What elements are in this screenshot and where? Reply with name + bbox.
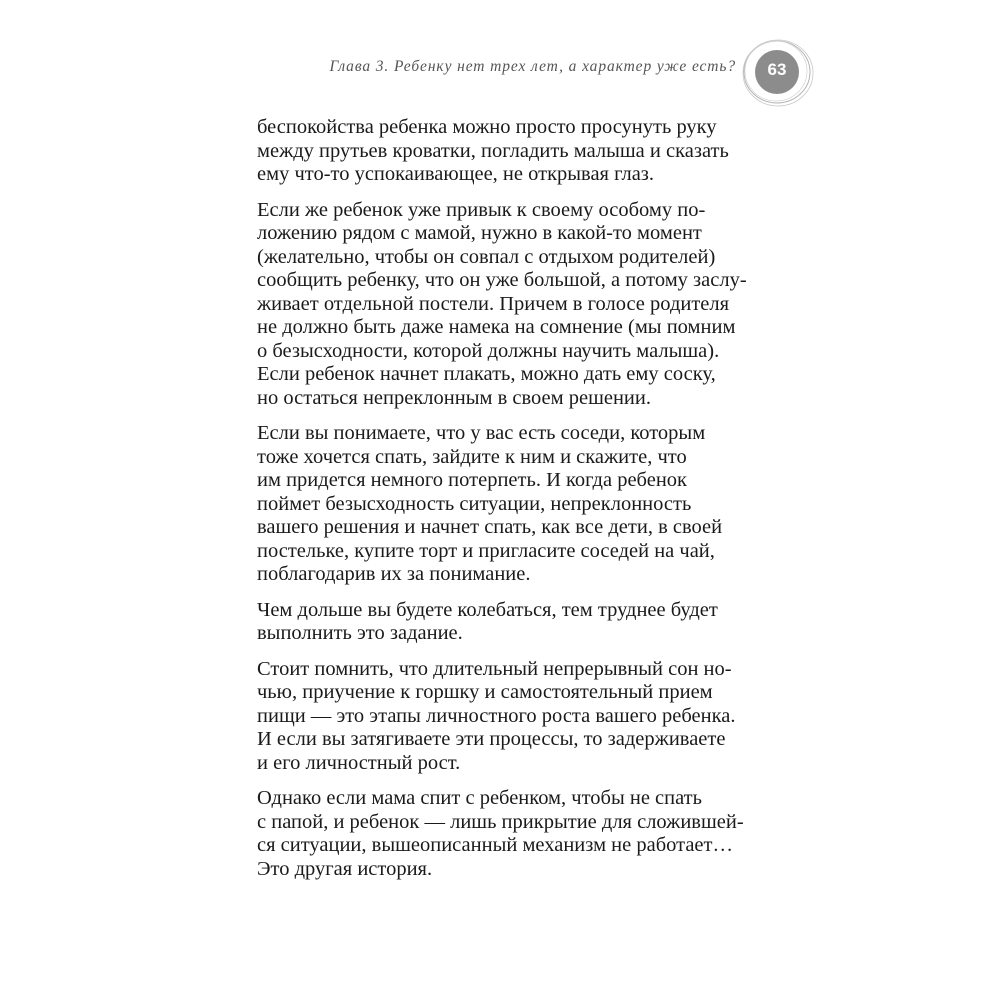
text-line: Если же ребенок уже привык к своему особому по- (257, 198, 706, 221)
paragraph (257, 599, 745, 646)
text-line: с папой, и ребенок — лишь прикрытие для сложившей- (257, 810, 744, 833)
text-line: Чем дольше вы будете колебаться, тем труднее будет (257, 598, 718, 621)
text-line: поблагодарив их за понимание. (257, 563, 531, 585)
text-line: пищи — это этапы личностного роста вашего ребенка. (257, 704, 736, 727)
text-line: о безысходности, которой должны научить малыша). (257, 339, 720, 362)
text-line: ему что-то успокаивающее, не открывая глаз. (257, 163, 655, 185)
text-line: им придется немного потерпеть. И когда ребенок (257, 469, 687, 491)
text-line: не должно быть даже намека на сомнение (мы помним (257, 316, 736, 338)
paragraph (257, 787, 745, 881)
text-line: между прутьев кроватки, погладить малыша и сказать (257, 139, 729, 162)
text-line: Если ребенок начнет плакать, можно дать ему соску, (257, 363, 716, 385)
running-header-chapter-title: Глава 3. Ребенку нет трех лет, а характер уже есть? (329, 58, 736, 75)
text-line: (желательно, чтобы он совпал с отдыхом родителей) (257, 245, 716, 268)
page-number: 63 (767, 60, 787, 79)
text-line: тоже хочется спать, зайдите к ним и скажите, что (257, 445, 687, 468)
text-line: и его личностный рост. (257, 751, 461, 774)
text-line: чью, приучение к горшку и самостоятельный прием (257, 681, 713, 703)
text-line: беспокойства ребенка можно просто просунуть руку (257, 116, 717, 138)
page-number-badge (742, 38, 818, 108)
text-line: И если вы затягиваете эти процессы, то задерживаете (257, 728, 726, 750)
text-line: сообщить ребенку, что он уже большой, а потому заслу- (257, 269, 747, 291)
paragraph (257, 658, 745, 776)
paragraph (257, 422, 745, 587)
text-line: живает отдельной постели. Причем в голосе родителя (257, 292, 730, 315)
text-line: постельке, купите торт и пригласите соседей на чай, (257, 539, 715, 562)
text-line: но остаться непреклонным в своем решении. (257, 386, 651, 409)
text-line: Если вы понимаете, что у вас есть соседи, которым (257, 422, 706, 444)
text-line: Это другая история. (257, 857, 433, 880)
paragraph (257, 116, 745, 187)
paragraph (257, 199, 745, 411)
text-line: ложению рядом с мамой, нужно в какой-то момент (257, 222, 702, 244)
body-text (257, 116, 745, 893)
text-line: Стоит помнить, что длительный непрерывный сон но- (257, 657, 732, 680)
text-line: Однако если мама спит с ребенком, чтобы не спать (257, 787, 702, 809)
text-line: поймет безысходность ситуации, непреклонность (257, 492, 692, 515)
text-line: вашего решения и начнет спать, как все дети, в своей (257, 516, 723, 538)
text-line: ся ситуации, вышеописанный механизм не работает… (257, 834, 733, 856)
text-line: выполнить это задание. (257, 622, 463, 644)
